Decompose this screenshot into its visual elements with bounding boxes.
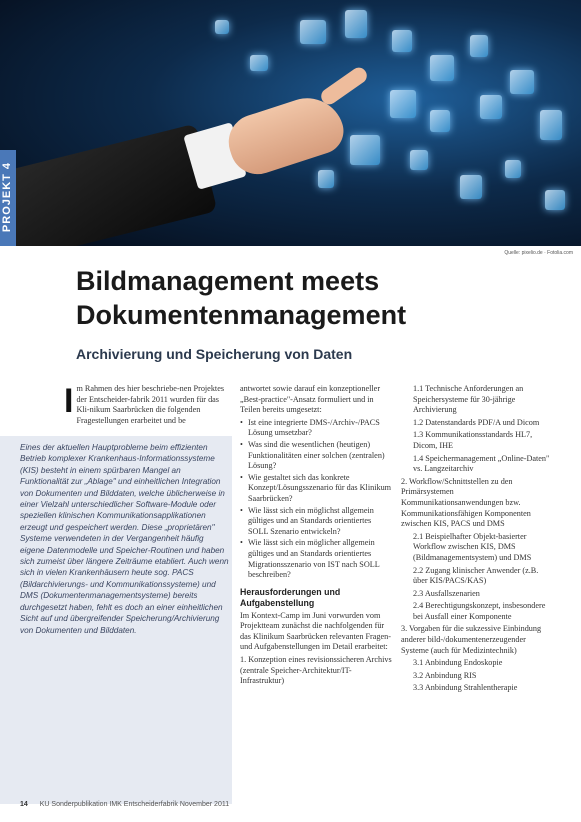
- pointing-finger: [318, 65, 370, 108]
- image-credit: Quelle: pixelio.de · Fotolia.com: [504, 250, 573, 256]
- list-item: • Wie lässt sich ein möglicher allgemein gültiges und an Standards orientiertes Migrationsszenario von IST nach SOLL beschreiben?: [240, 538, 392, 580]
- list-item: 1.2 Datenstandards PDF/A und Dicom: [413, 417, 540, 427]
- list-item: • Wie gestaltet sich das konkrete Konzept/Lösungsszenario für das Klinikum Saarbrücken?: [240, 473, 392, 505]
- list-item: 3.1 Anbindung Endoskopie: [413, 658, 503, 668]
- list-item: 2.1 Beispielhafter Objekt-basierter Workflow zwischen KIS, DMS (Bildmanagementsystem) und DMS: [413, 531, 532, 562]
- col2-body: Im Kontext-Camp im Juni vorwurden vom Projektteam zunächst die nachfolgenden für das Klinikum Saarbrücken relevanten Fragen- und Aufgabenstellungen im Detail erarbeitet:: [240, 610, 391, 652]
- list-item: 3.2 Anbindung RIS: [413, 670, 477, 680]
- list-item: 3.3 Anbindung Strahlentherapie: [413, 683, 518, 693]
- pull-quote: Eines der aktuellen Hauptprobleme beim effizienten Betrieb komplexer Krankenhaus-Informationssysteme (KIS) besteht in einem spürbaren Mangel an Funktionalität zur „Ablage" und einheitlichen Integration von Dokumenten und Bilddaten, welche üblicherweise in einer Vielzahl unterschiedlicher Software-Module oder speziellen klinischen Kommunikationsapplikationen erzeugt und gespeichert werden. Diese „proprietären" Systeme verwendeten in der Vergangenheit häufig eigene Datenmodelle und Speicher-Routinen und haben sich zumeist über längere Zeiträume etabliert. Auch wenn sich in vielen Krankenhäusern heute sog. PACS (Bildarchivierungs- und Kommunikationssysteme) und DMS (Dokumentenmanagementsysteme) bereits durchgesetzt haben, fehlt es doch an einer einheitlichen Sicht auf und übergreifender Speicherung/Archivierung von Dokumenten und Bilddaten.: [20, 443, 229, 635]
- list-item: 1.4 Speichermanagement „Online-Daten" vs. Langzeitarchiv: [413, 453, 550, 474]
- dropcap: I: [64, 382, 74, 420]
- list-item: • Wie lässt sich ein möglichst allgemein gültiges und an Standards orientiertes SOLL Szenario entwickeln?: [240, 506, 392, 538]
- list-item: • Ist eine integrierte DMS-/Archiv-/PACS Lösung umsetzbar?: [240, 418, 392, 439]
- question-list: [240, 418, 392, 581]
- hero-image: [0, 0, 581, 246]
- section-heading: Herausforderungen und Aufgabenstellung: [240, 586, 341, 608]
- page-number: 14: [20, 801, 28, 808]
- list-item: 2. Workflow/Schnittstellen zu den Primärsystemen Kommunikationsanwendungen bzw. Kommunikationsfähigen Komponenten zwischen KIS, PACS und DMS: [401, 476, 531, 529]
- section-label: PROJEKT 4: [1, 161, 13, 233]
- list-item: • Was sind die wesentlichen (heutigen) Funktionalitäten einer solchen (zentralen) Lösung?: [240, 440, 392, 472]
- list-item: 2.3 Ausfallszenarien: [413, 588, 480, 598]
- list-item: 2.2 Zugang klinischer Anwender (z.B. über KIS/PACS/KAS): [413, 565, 539, 586]
- column-2: [240, 384, 392, 689]
- page-footer: [20, 801, 229, 808]
- intro-paragraph: [64, 384, 224, 426]
- article-title: Bildmanagement meets Dokumentenmanagement: [76, 266, 407, 330]
- intro-text: m Rahmen des hier beschriebe-nen Projektes der Entscheider-fabrik 2011 wurden für das Kli-nikum Saarbrücken die folgenden Fragestellungen erarbeitet und be: [76, 384, 225, 425]
- list-item: 2.4 Berechtigungskonzept, insbesondere bei Ausfall einer Komponente: [413, 601, 546, 621]
- list-item: 3. Vorgaben für die sukzessive Einbindung anderer bild-/dokumentenerzeugender Systeme (auch für Medizintechnik): [401, 624, 542, 655]
- list-item: 1.3 Kommunikationsstandards HL7, Dicom, IHE: [413, 430, 533, 450]
- footer-text: KU Sonderpublikation IMK Entscheiderfabrik November 2011: [39, 801, 230, 808]
- article-subtitle: Archivierung und Speicherung von Daten: [76, 346, 353, 362]
- col2-list-start: 1. Konzeption eines revisionssicheren Archivs (zentrale Speicher-Architektur/IT-Infrastruktur): [240, 655, 392, 686]
- column-3: [401, 384, 551, 696]
- col2-intro: antwortet sowie darauf ein konzeptioneller „Best-practice"-Ansatz formuliert und in Teilen bereits umgesetzt:: [240, 384, 381, 415]
- list-item: 1.1 Technische Anforderungen an Speichersysteme für 30-jährige Archivierung: [413, 384, 524, 415]
